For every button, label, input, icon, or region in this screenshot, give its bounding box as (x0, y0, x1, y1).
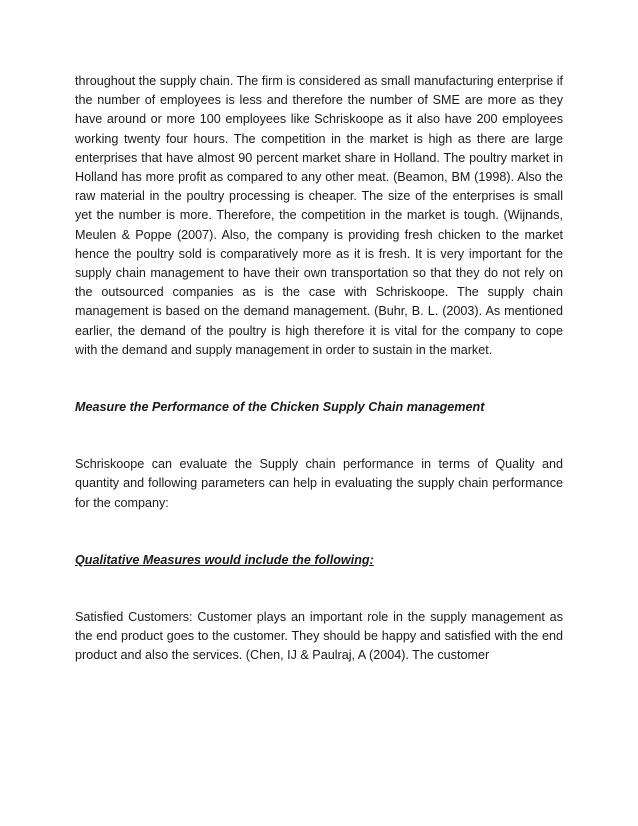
section-heading-qualitative-measures: Qualitative Measures would include the following: (75, 552, 374, 567)
body-paragraph-satisfied-customers: Satisfied Customers: Customer plays an important role in the supply management as the end product goes to the customer. They should be happy and satisfied with the end product and also the services. (Chen, IJ & Paulraj, A (2004). The customer (75, 610, 563, 663)
body-paragraph-supply-chain: throughout the supply chain. The firm is considered as small manufacturing enterprise if the number of employees is less and therefore the number of SME are more as they have around or more 100 employees like Schriskoope as it also have 200 employees working twenty four hours. The competition in the market is high as there are large enterprises that have almost 90 percent market share in Holland. The poultry market in Holland has more profit as compared to any other meat. (Beamon, BM (1998). Also the raw material in the poultry processing is cheaper. The size of the enterprises is small yet the number is more. Therefore, the competition in the market is tough. (Wijnands, Meulen & Poppe (2007). Also, the company is providing fresh chicken to the market hence the poultry sold is comparatively more as it is fresh. It is very important for the supply chain management to have their own transportation so that they do not rely on the outsourced companies as is the case with Schriskoope. The supply chain management is based on the demand management. (Buhr, B. L. (2003). As mentioned earlier, the demand of the poultry is high therefore it is vital for the company to cope with the demand and supply management in order to sustain in the market. (75, 74, 563, 357)
section-heading-measure-performance: Measure the Performance of the Chicken Supply Chain management (75, 400, 485, 415)
body-paragraph-evaluation: Schriskoope can evaluate the Supply chain performance in terms of Quality and quantity and following parameters can help in evaluating the supply chain performance for the company: (75, 457, 563, 510)
document-page (75, 72, 563, 666)
